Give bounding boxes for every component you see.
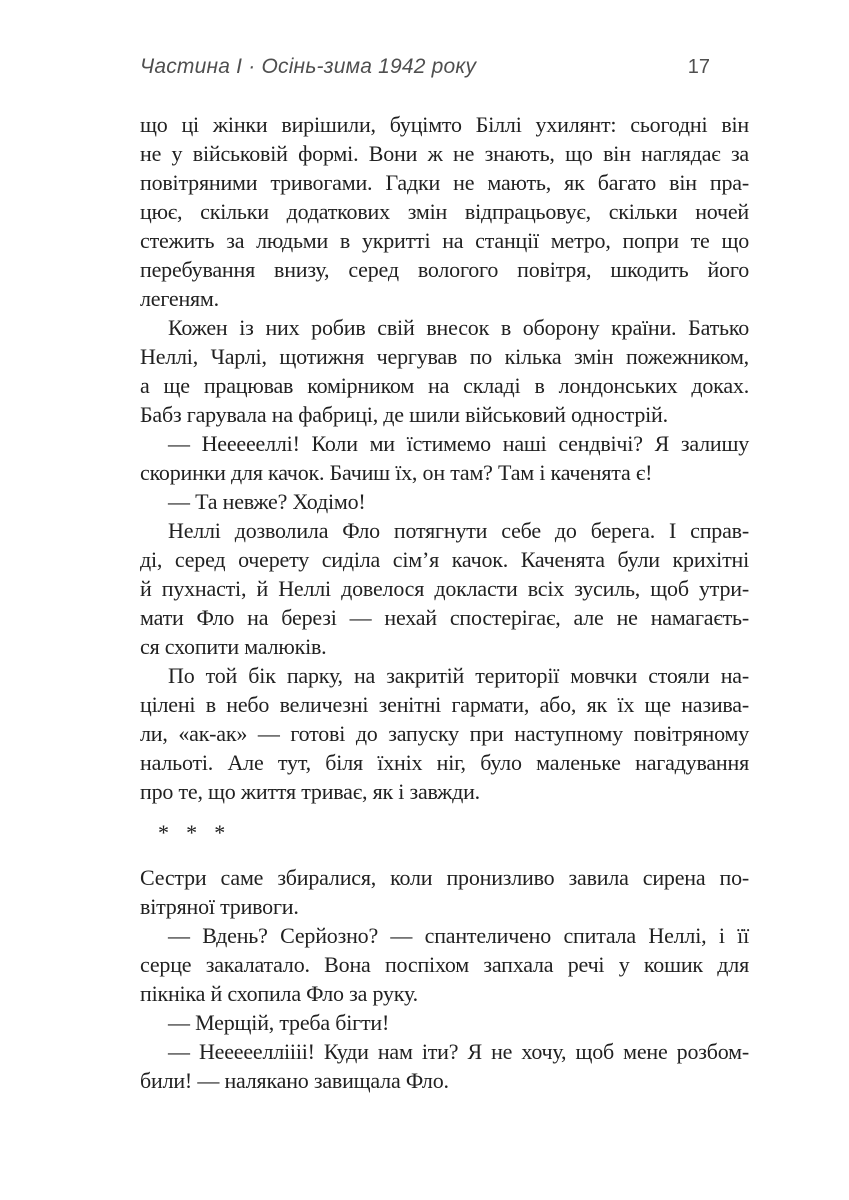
text-line: скоринки для качок. Бачиш їх, он там? Там і каченята є! — [140, 460, 653, 485]
paragraph — [140, 921, 749, 1008]
text-line: — Вдень? Серйозно? — спантеличено спитала Неллі, і її — [168, 923, 749, 948]
paragraph — [140, 110, 749, 313]
text-line: повітряними тривогами. Гадки не мають, як багато він пра- — [140, 170, 749, 195]
page-header — [140, 55, 710, 79]
text-line: Неллі, Чарлі, щотижня чергував по кілька змін пожежником, — [140, 344, 749, 369]
text-line: — Та невже? Ходімо! — [168, 489, 366, 514]
paragraph — [140, 661, 749, 806]
text-line: мати Фло на березі — нехай спостерігає, але не намагаєть- — [140, 605, 749, 630]
text-line: — Неееееллі! Коли ми їстимемо наші сендвічі? Я залишу — [168, 431, 749, 456]
paragraph — [140, 863, 749, 921]
text-line: цілені в небо величезні зенітні гармати, або, як їх ще назива- — [140, 692, 749, 717]
text-line: ді, серед очерету сиділа сім’я качок. Каченята були крихітні — [140, 547, 749, 572]
text-line: Кожен із них робив свій внесок в оборону країни. Батько — [168, 315, 749, 340]
text-line: По той бік парку, на закритій території мовчки стояли на- — [168, 663, 749, 688]
text-line: й пухнасті, й Неллі довелося докласти всіх зусиль, щоб утри- — [140, 576, 749, 601]
text-line: перебування внизу, серед вологого повітря, шкодить його — [140, 257, 749, 282]
paragraph — [140, 1008, 749, 1037]
running-title: Частина I · Осінь-зима 1942 року — [140, 55, 477, 78]
text-line: не у військовій формі. Вони ж не знають, що він наглядає за — [140, 141, 749, 166]
page-body — [140, 110, 749, 1095]
text-line: цює, скільки додаткових змін відпрацьовує, скільки ночей — [140, 199, 749, 224]
text-line: що ці жінки вирішили, буцімто Біллі ухилянт: сьогодні він — [140, 112, 749, 137]
section-divider: * * * — [158, 820, 226, 845]
text-line: — Мерщій, треба бігти! — [168, 1010, 390, 1035]
page-number: 17 — [687, 56, 710, 78]
text-line: Бабз гарувала на фабриці, де шили військовий однострій. — [140, 402, 668, 427]
paragraph — [140, 429, 749, 487]
text-line: про те, що життя триває, як і завжди. — [140, 779, 480, 804]
paragraph — [140, 487, 749, 516]
text-line: стежить за людьми в укритті на станції метро, попри те що — [140, 228, 749, 253]
text-line: Неллі дозволила Фло потягнути себе до берега. І справ- — [168, 518, 749, 543]
text-line: ся схопити малюків. — [140, 634, 327, 659]
paragraph — [140, 516, 749, 661]
text-line: нальоті. Але тут, біля їхніх ніг, було маленьке нагадування — [140, 750, 749, 775]
text-line: вітряної тривоги. — [140, 894, 299, 919]
text-line: серце закалатало. Вона поспіхом запхала речі у кошик для — [140, 952, 749, 977]
text-line: пікніка й схопила Фло за руку. — [140, 981, 418, 1006]
text-line: ли, «ак-ак» — готові до запуску при наступному повітряному — [140, 721, 749, 746]
paragraph — [140, 313, 749, 429]
text-line: били! — налякано завищала Фло. — [140, 1068, 449, 1093]
text-line: а ще працював комірником на складі в лондонських доках. — [140, 373, 749, 398]
text-line: легеням. — [140, 286, 219, 311]
paragraph — [140, 1037, 749, 1095]
text-line: Сестри саме збиралися, коли пронизливо завила сирена по- — [140, 865, 749, 890]
text-line: — Нееееелліііі! Куди нам іти? Я не хочу, щоб мене розбом- — [168, 1039, 749, 1064]
